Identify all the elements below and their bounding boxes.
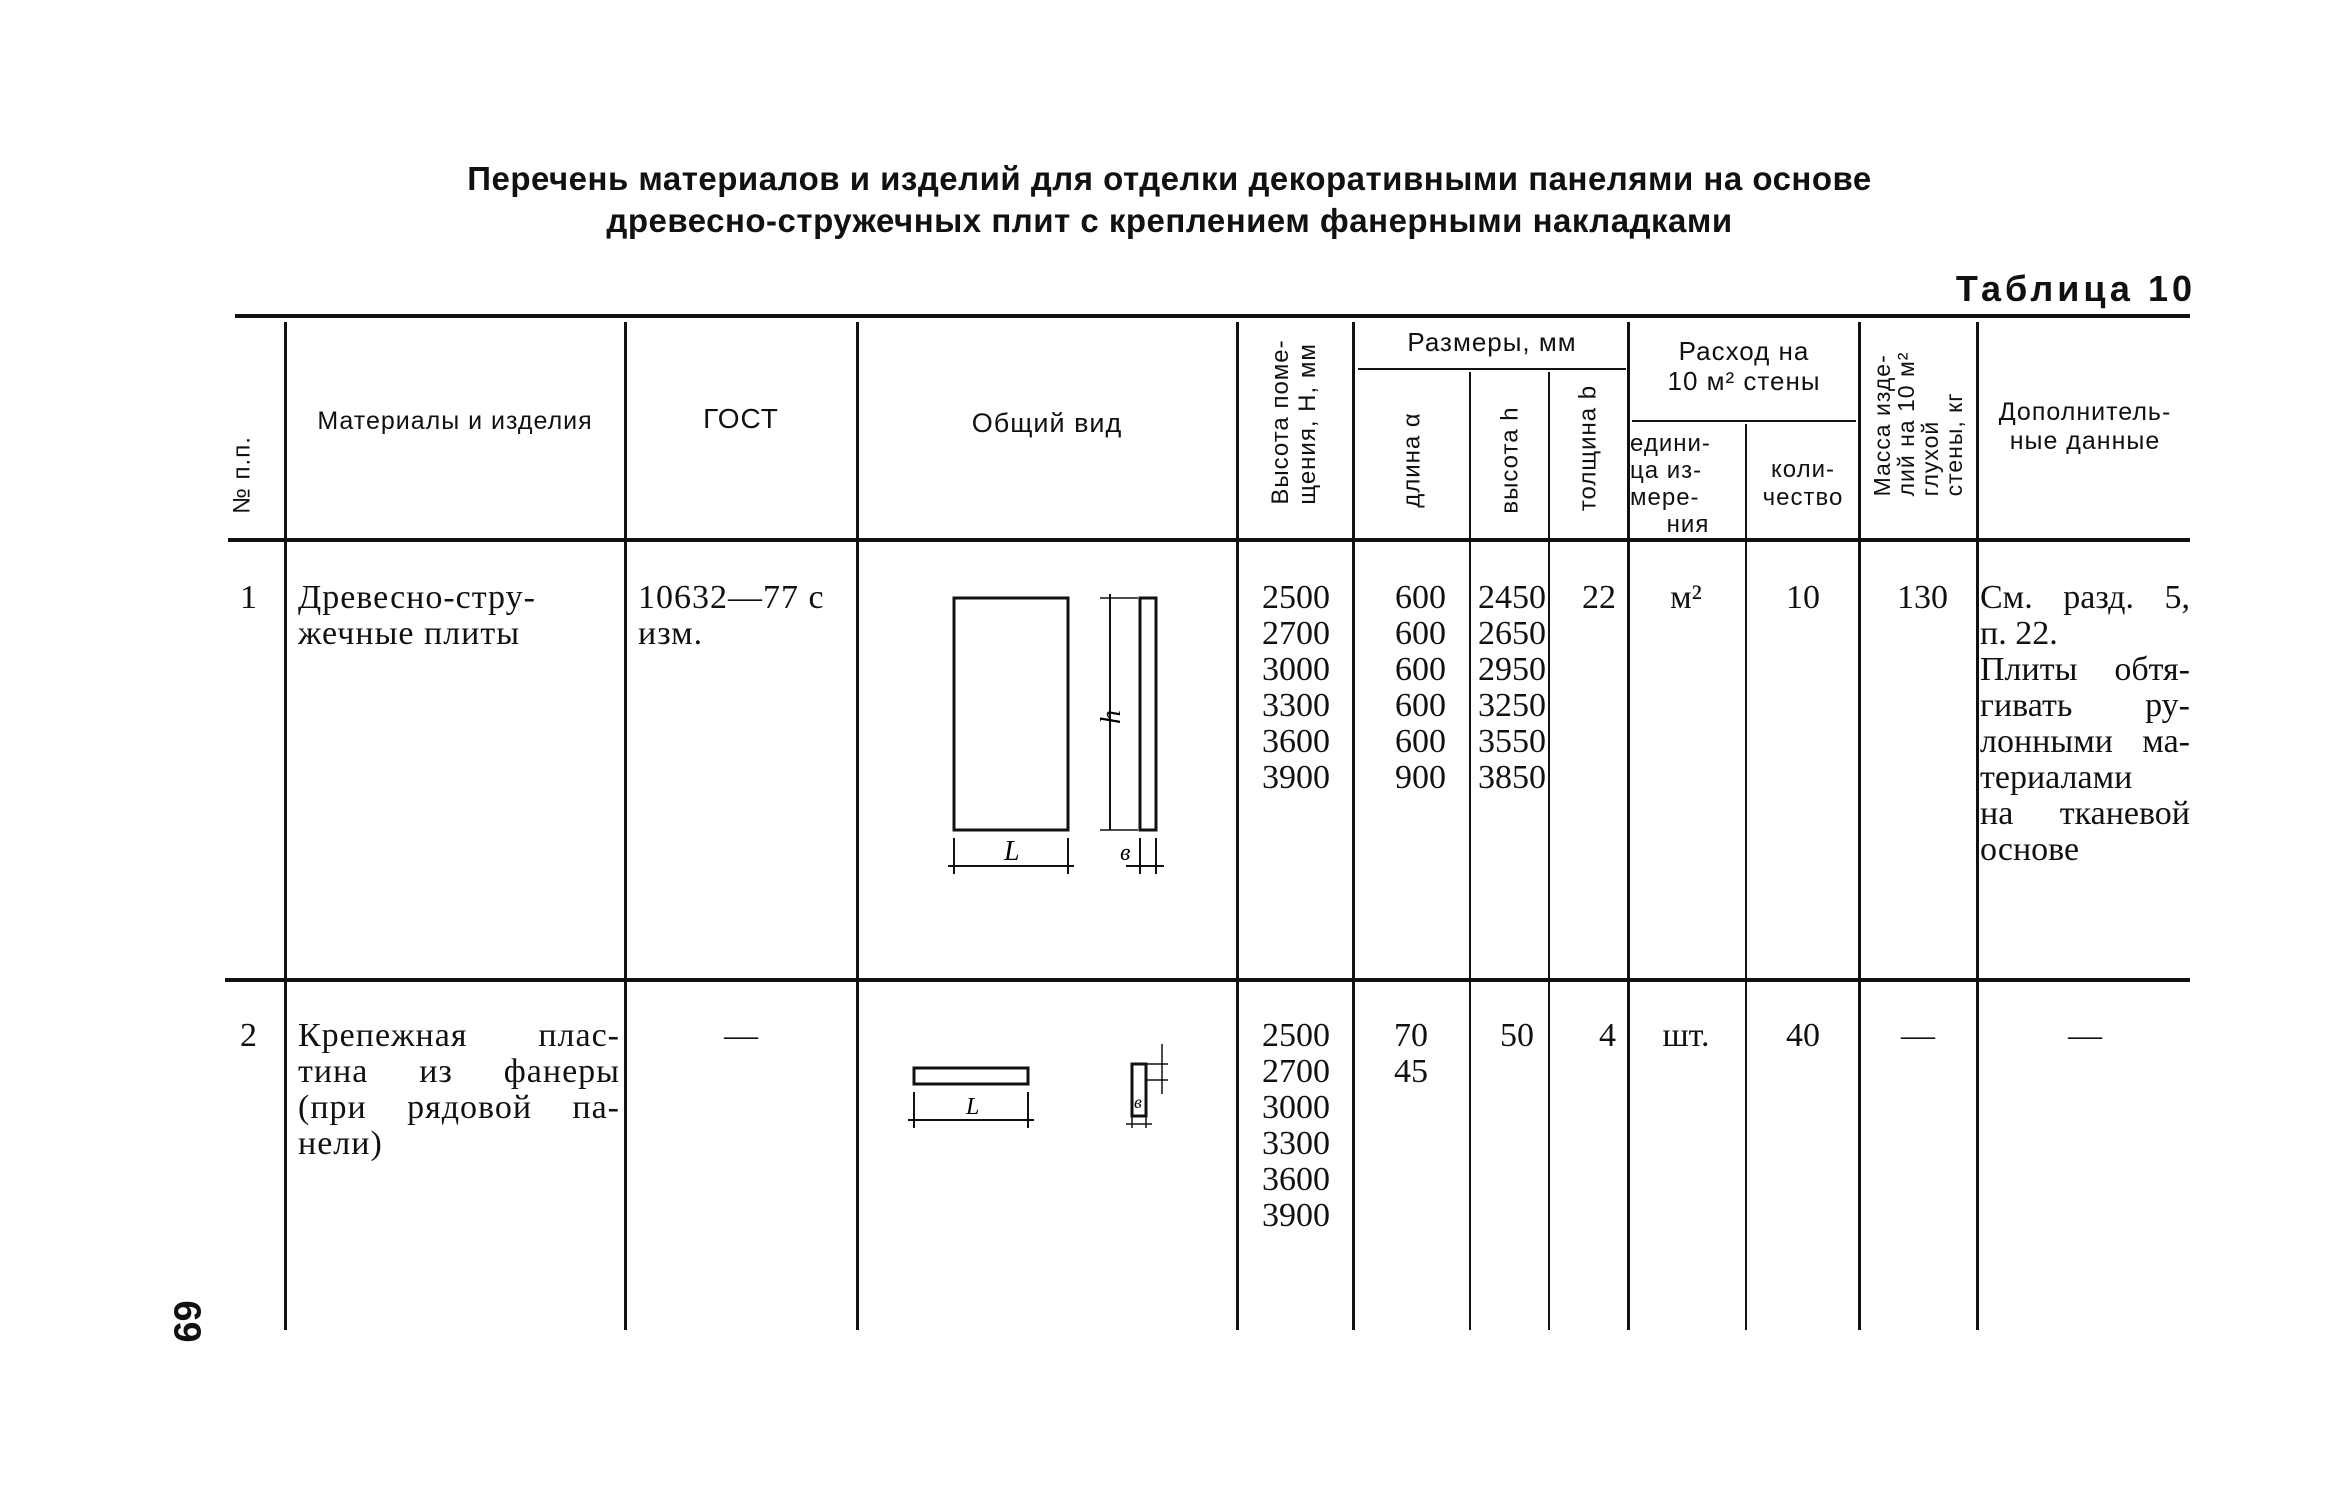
row1-extra-4: гивать ру-	[1980, 687, 2190, 724]
header-mass-1: Масса изде-	[1869, 354, 1895, 497]
row2-material-1: Крепежная плас-	[298, 1017, 620, 1054]
panel-front-outline	[954, 598, 1068, 830]
row2-extra: —	[2068, 1017, 2102, 1054]
header-mass-2: лий на 10 м²	[1893, 351, 1919, 497]
header-mass	[1870, 352, 1966, 497]
row1-mass: 130	[1897, 579, 1948, 616]
header-unit-3: мере-	[1630, 484, 1700, 511]
row1-panel-heights	[1470, 580, 1546, 796]
row1-extra-1: См. разд. 5,	[1980, 579, 2190, 616]
row2-gost: —	[724, 1017, 758, 1054]
header-qty-2: чество	[1762, 484, 1844, 511]
row1-h-5: 3600	[1262, 723, 1330, 760]
header-consumption-2: 10 м² стены	[1667, 366, 1821, 396]
header-thickness: толщина b	[1574, 384, 1602, 512]
row1-ph-1: 2450	[1478, 579, 1546, 616]
row1-extra-8: основе	[1980, 831, 2080, 868]
row2-material-4: нели)	[298, 1125, 383, 1162]
col-line-5	[1352, 322, 1355, 1330]
header-bottom-rule	[228, 538, 2190, 542]
row-divider	[225, 978, 2190, 982]
col-line-4	[1236, 322, 1239, 1330]
header-materials: Материалы и изделия	[317, 407, 593, 435]
consumption-underline	[1632, 420, 1856, 422]
row1-thickness: 22	[1582, 579, 1616, 616]
row1-unit: м²	[1670, 579, 1702, 616]
row2-qty: 40	[1786, 1017, 1820, 1054]
header-unit	[1630, 430, 1746, 538]
row1-h-6: 3900	[1262, 759, 1330, 796]
table-top-rule	[235, 314, 2190, 318]
header-gost: ГОСТ	[703, 403, 779, 434]
plate-front-outline	[914, 1068, 1028, 1084]
header-room-height-2: щения, H, мм	[1294, 343, 1321, 505]
page-number: 69	[165, 1300, 208, 1343]
header-height: высота h	[1496, 406, 1524, 514]
col-line-10	[1858, 322, 1861, 1330]
row1-ph-4: 3250	[1478, 687, 1546, 724]
row1-h-2: 2700	[1262, 615, 1330, 652]
header-qty-1: коли-	[1771, 456, 1835, 483]
plate-thickness-label: в	[1134, 1092, 1142, 1112]
row2-h-5: 3600	[1262, 1161, 1330, 1198]
col-line-7	[1548, 372, 1550, 1330]
row2-h-4: 3300	[1262, 1125, 1330, 1162]
row2-len-2: 45	[1394, 1053, 1428, 1090]
header-consumption-1: Расход на	[1678, 336, 1810, 366]
row1-lengths	[1356, 580, 1446, 796]
header-mass-4: стены, кг	[1941, 392, 1967, 497]
row1-len-1: 600	[1395, 579, 1446, 616]
row2-h-2: 2700	[1262, 1053, 1330, 1090]
header-room-height	[1267, 339, 1321, 504]
header-extra-2: ные данные	[2009, 427, 2161, 455]
header-room-height-1: Высота поме-	[1267, 339, 1294, 505]
row1-len-4: 600	[1395, 687, 1446, 724]
row1-material-1: Древесно-стру-	[298, 579, 536, 616]
col-line-2	[624, 322, 627, 1330]
header-sizes: Размеры, мм	[1407, 327, 1577, 357]
row1-material-2: жечные плиты	[298, 615, 521, 652]
row1-h-1: 2500	[1262, 579, 1330, 616]
title-line-2: древесно-стружечных плит с креплением фанерными накладками	[606, 202, 1733, 239]
header-unit-4: ния	[1666, 511, 1710, 538]
header-view: Общий вид	[971, 408, 1123, 438]
row2-panel-height: 50	[1500, 1017, 1534, 1054]
row1-ph-6: 3850	[1478, 759, 1546, 796]
row2-h-1: 2500	[1262, 1017, 1330, 1054]
header-unit-2: ца из-	[1630, 457, 1703, 484]
title-line-1: Перечень материалов и изделий для отделки декоративными панелями на основе	[467, 160, 1872, 197]
col-line-1	[284, 322, 287, 1330]
row1-len-6: 900	[1395, 759, 1446, 796]
row1-len-5: 600	[1395, 723, 1446, 760]
row2-len-1: 70	[1394, 1017, 1428, 1054]
row1-gost-2: изм.	[638, 615, 704, 652]
col-line-11	[1976, 322, 1979, 1330]
row1-extra-5: лонными ма-	[1980, 723, 2190, 760]
row2-room-heights	[1240, 1018, 1330, 1234]
row1-h-3: 3000	[1262, 651, 1330, 688]
row2-num: 2	[240, 1017, 257, 1054]
row2-material-2: тина из фанеры	[298, 1053, 620, 1090]
row1-num: 1	[240, 579, 257, 616]
row2-material	[298, 1018, 620, 1162]
panel-side-outline	[1140, 598, 1156, 830]
header-mass-3: глухой	[1917, 420, 1943, 497]
sizes-underline	[1358, 368, 1626, 370]
row1-ph-2: 2650	[1478, 615, 1546, 652]
header-consumption	[1632, 336, 1856, 396]
row2-unit: шт.	[1662, 1017, 1710, 1054]
row1-extra-7: на тканевой	[1980, 795, 2190, 832]
col-line-9	[1745, 424, 1747, 1330]
row1-ph-5: 3550	[1478, 723, 1546, 760]
col-line-3	[856, 322, 859, 1330]
row1-material	[298, 580, 536, 652]
row2-thickness: 4	[1599, 1017, 1616, 1054]
row2-h-3: 3000	[1262, 1089, 1330, 1126]
length-label: L	[1004, 836, 1020, 867]
row2-h-6: 3900	[1262, 1197, 1330, 1234]
row2-lengths	[1356, 1018, 1428, 1090]
height-label: h	[1096, 710, 1127, 724]
row1-gost	[638, 580, 825, 652]
document-title	[0, 158, 2339, 242]
row1-h-4: 3300	[1262, 687, 1330, 724]
header-num: № п.п.	[228, 436, 256, 514]
row1-ph-3: 2950	[1478, 651, 1546, 688]
header-extra	[1980, 398, 2190, 456]
col-line-6	[1469, 372, 1471, 1330]
row1-len-2: 600	[1395, 615, 1446, 652]
header-unit-1: едини-	[1630, 430, 1711, 457]
row1-extra-6: териалами	[1980, 759, 2133, 796]
row2-mass: —	[1901, 1017, 1935, 1054]
row1-room-heights	[1240, 580, 1330, 796]
row1-extra-2: п. 22.	[1980, 615, 2058, 652]
row1-extra-3: Плиты обтя-	[1980, 651, 2190, 688]
header-extra-1: Дополнитель-	[1998, 398, 2172, 426]
header-length: длина α	[1398, 412, 1426, 508]
table-label: Таблица 10	[1955, 268, 2196, 309]
row2-plate-drawing	[900, 1036, 1200, 1156]
row1-gost-1: 10632—77 с	[638, 579, 825, 616]
row1-len-3: 600	[1395, 651, 1446, 688]
plate-length-label: L	[966, 1094, 980, 1120]
row2-material-3: (при рядовой па-	[298, 1089, 620, 1126]
header-qty	[1748, 456, 1858, 512]
row1-panel-drawing	[940, 580, 1200, 880]
row1-extra	[1980, 580, 2190, 868]
thickness-label: в	[1120, 840, 1131, 866]
row1-qty: 10	[1786, 579, 1820, 616]
